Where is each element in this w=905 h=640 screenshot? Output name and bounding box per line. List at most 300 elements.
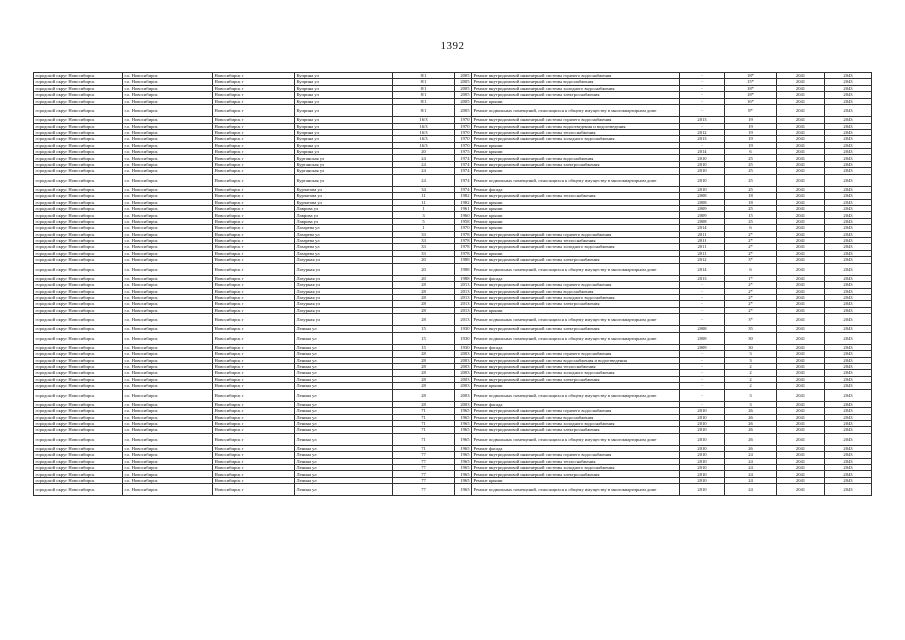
plan-end-cell: 2043 [825, 465, 872, 471]
street-cell: Куприна ул [295, 85, 393, 91]
house-cell: 28 [393, 370, 455, 376]
work-type-cell: Ремонт внутридомовой инженерной системы теплоснабжения [472, 129, 680, 135]
plan-start-cell: 2041 [777, 465, 825, 471]
plan-end-cell: 2043 [825, 294, 872, 300]
wear-cell: 19 [725, 142, 777, 148]
municipality-cell: городской округ Новосибирск [34, 344, 123, 350]
wear-cell: 8* [725, 104, 777, 116]
year-built-cell: 1975 [455, 149, 472, 155]
house-cell: 8/1 [393, 92, 455, 98]
plan-end-cell: 2043 [825, 344, 872, 350]
settlement-cell: Новосибирск г [213, 186, 295, 192]
year-built-cell: 1982 [455, 193, 472, 199]
work-type-cell: Ремонт внутридомовой инженерной системы горячего водоснабжения [472, 408, 680, 414]
work-type-cell: Ремонт внутридомовой инженерной системы холодного водоснабжения [472, 244, 680, 250]
last-repair-cell: - [680, 370, 725, 376]
plan-start-cell: 2041 [777, 484, 825, 496]
wear-cell: 26 [725, 420, 777, 426]
last-repair-cell: - [680, 364, 725, 370]
work-type-cell: Ремонт внутридомовой инженерной системы водоснабжения [472, 155, 680, 161]
plan-start-cell: 2041 [777, 351, 825, 357]
year-built-cell: 2003 [455, 401, 472, 407]
municipality-cell: городской округ Новосибирск [34, 401, 123, 407]
plan-start-cell: 2041 [777, 104, 825, 116]
plan-end-cell: 2043 [825, 218, 872, 224]
house-cell: 28 [393, 301, 455, 307]
work-type-cell: Ремонт фасада [472, 186, 680, 192]
wear-cell: 18* [725, 92, 777, 98]
wear-cell: 2* [725, 294, 777, 300]
wear-cell: 3 [725, 351, 777, 357]
work-type-cell: Ремонт внутридомовой инженерной системы горячего водоснабжения [472, 73, 680, 79]
plan-start-cell: 2041 [777, 98, 825, 104]
municipality-cell: городской округ Новосибирск [34, 275, 123, 281]
wear-cell: 26 [725, 445, 777, 451]
page-number: 1392 [440, 40, 465, 52]
municipality-cell: городской округ Новосибирск [34, 465, 123, 471]
wear-cell: 18* [725, 73, 777, 79]
municipality-cell: городской округ Новосибирск [34, 389, 123, 401]
settlement-type-cell: г.о. Новосибирск [123, 98, 213, 104]
plan-end-cell: 2043 [825, 117, 872, 123]
year-built-cell: 1965 [455, 458, 472, 464]
plan-end-cell: 2043 [825, 389, 872, 401]
plan-end-cell: 2043 [825, 314, 872, 326]
year-built-cell: 1988 [455, 275, 472, 281]
plan-start-cell: 2041 [777, 401, 825, 407]
plan-end-cell: 2043 [825, 193, 872, 199]
street-cell: Ленина ул [295, 427, 393, 433]
work-type-cell: Ремонт крыши [472, 477, 680, 483]
last-repair-cell: 2010 [680, 452, 725, 458]
settlement-type-cell: г.о. Новосибирск [123, 445, 213, 451]
wear-cell: 15 [725, 212, 777, 218]
plan-start-cell: 2041 [777, 301, 825, 307]
year-built-cell: 2013 [455, 307, 472, 313]
wear-cell: 2 [725, 376, 777, 382]
municipality-cell: городской округ Новосибирск [34, 288, 123, 294]
plan-start-cell: 2041 [777, 193, 825, 199]
capital-repair-table [33, 72, 872, 496]
work-type-cell: Ремонт внутридомовой инженерной системы электроснабжения [472, 161, 680, 167]
street-cell: Ленина ул [295, 433, 393, 445]
wear-cell: 19 [725, 123, 777, 129]
last-repair-cell: - [680, 123, 725, 129]
plan-end-cell: 2043 [825, 364, 872, 370]
plan-end-cell: 2043 [825, 155, 872, 161]
house-cell: 77 [393, 471, 455, 477]
plan-start-cell: 2041 [777, 174, 825, 186]
plan-end-cell: 2043 [825, 326, 872, 332]
plan-start-cell: 2041 [777, 294, 825, 300]
last-repair-cell: - [680, 376, 725, 382]
house-cell: 71 [393, 408, 455, 414]
wear-cell: 24 [725, 477, 777, 483]
work-type-cell: Ремонт фасада [472, 401, 680, 407]
plan-end-cell: 2043 [825, 307, 872, 313]
work-type-cell: Ремонт внутридомовой инженерной системы горячего водоснабжения [472, 351, 680, 357]
wear-cell: 18 [725, 193, 777, 199]
work-type-cell: Ремонт подвальных помещений, относящихся к общему имуществу в многоквартирном доме [472, 104, 680, 116]
last-repair-cell: - [680, 92, 725, 98]
plan-start-cell: 2041 [777, 231, 825, 237]
last-repair-cell: 2010 [680, 161, 725, 167]
work-type-cell: Ремонт внутридомовой инженерной системы электроснабжения [472, 92, 680, 98]
plan-start-cell: 2041 [777, 250, 825, 256]
settlement-type-cell: г.о. Новосибирск [123, 250, 213, 256]
last-repair-cell: 2010 [680, 477, 725, 483]
settlement-cell: Новосибирск г [213, 420, 295, 426]
work-type-cell: Ремонт фасада [472, 445, 680, 451]
work-type-cell: Ремонт внутридомовой инженерной системы водоотведения и водоотведения [472, 123, 680, 129]
plan-end-cell: 2043 [825, 263, 872, 275]
settlement-cell: Новосибирск г [213, 383, 295, 389]
municipality-cell: городской округ Новосибирск [34, 314, 123, 326]
work-type-cell: Ремонт внутридомовой инженерной системы электроснабжения [472, 471, 680, 477]
plan-end-cell: 2043 [825, 161, 872, 167]
work-type-cell: Ремонт внутридомовой инженерной системы водоснабжения [472, 79, 680, 85]
work-type-cell: Ремонт внутридомовой инженерной системы теплоснабжения [472, 237, 680, 243]
plan-end-cell: 2043 [825, 376, 872, 382]
plan-start-cell: 2041 [777, 326, 825, 332]
street-cell: Курчатова ул [295, 199, 393, 205]
settlement-cell: Новосибирск г [213, 174, 295, 186]
wear-cell: 18 [725, 199, 777, 205]
municipality-cell: городской округ Новосибирск [34, 370, 123, 376]
plan-end-cell: 2043 [825, 174, 872, 186]
wear-cell: 15* [725, 79, 777, 85]
plan-start-cell: 2041 [777, 186, 825, 192]
last-repair-cell: 2010 [680, 445, 725, 451]
street-cell: Куртанская ул [295, 168, 393, 174]
last-repair-cell: - [680, 104, 725, 116]
wear-cell: 2* [725, 288, 777, 294]
work-type-cell: Ремонт внутридомовой инженерной системы электроснабжения [472, 301, 680, 307]
work-type-cell: Ремонт внутридомовой инженерной системы водоснабжения [472, 414, 680, 420]
year-built-cell: 1965 [455, 420, 472, 426]
wear-cell: 3* [725, 257, 777, 263]
municipality-cell: городской округ Новосибирск [34, 364, 123, 370]
municipality-cell: городской округ Новосибирск [34, 414, 123, 420]
table-row [34, 174, 872, 186]
street-cell: Лазурная ул [295, 307, 393, 313]
house-cell: 77 [393, 477, 455, 483]
settlement-type-cell: г.о. Новосибирск [123, 452, 213, 458]
settlement-cell: Новосибирск г [213, 408, 295, 414]
plan-end-cell: 2043 [825, 123, 872, 129]
year-built-cell: 1965 [455, 484, 472, 496]
house-cell: 33 [393, 231, 455, 237]
house-cell: 77 [393, 465, 455, 471]
municipality-cell: городской округ Новосибирск [34, 79, 123, 85]
settlement-type-cell: г.о. Новосибирск [123, 149, 213, 155]
municipality-cell: городской округ Новосибирск [34, 250, 123, 256]
settlement-cell: Новосибирск г [213, 199, 295, 205]
settlement-type-cell: г.о. Новосибирск [123, 85, 213, 91]
plan-start-cell: 2041 [777, 344, 825, 350]
settlement-cell: Новосибирск г [213, 458, 295, 464]
municipality-cell: городской округ Новосибирск [34, 231, 123, 237]
last-repair-cell: 2010 [680, 420, 725, 426]
year-built-cell: 1970 [455, 142, 472, 148]
settlement-type-cell: г.о. Новосибирск [123, 433, 213, 445]
work-type-cell: Ремонт подвальных помещений, относящихся к общему имуществу в многоквартирном доме [472, 433, 680, 445]
year-built-cell: 1965 [455, 408, 472, 414]
plan-end-cell: 2043 [825, 445, 872, 451]
settlement-type-cell: г.о. Новосибирск [123, 244, 213, 250]
street-cell: Ленина ул [295, 326, 393, 332]
settlement-type-cell: г.о. Новосибирск [123, 104, 213, 116]
house-cell: 11 [393, 199, 455, 205]
house-cell: 24 [393, 155, 455, 161]
wear-cell: 25 [725, 206, 777, 212]
municipality-cell: городской округ Новосибирск [34, 212, 123, 218]
wear-cell: 2 [725, 383, 777, 389]
plan-end-cell: 2043 [825, 250, 872, 256]
house-cell: 77 [393, 484, 455, 496]
work-type-cell: Ремонт внутридомовой инженерной системы электроснабжения [472, 257, 680, 263]
settlement-cell: Новосибирск г [213, 136, 295, 142]
settlement-cell: Новосибирск г [213, 218, 295, 224]
house-cell: 16/3 [393, 123, 455, 129]
year-built-cell: 2013 [455, 301, 472, 307]
plan-start-cell: 2041 [777, 123, 825, 129]
municipality-cell: городской округ Новосибирск [34, 73, 123, 79]
house-cell: 28 [393, 294, 455, 300]
plan-start-cell: 2041 [777, 370, 825, 376]
year-built-cell: 1930 [455, 332, 472, 344]
municipality-cell: городской округ Новосибирск [34, 433, 123, 445]
settlement-type-cell: г.о. Новосибирск [123, 193, 213, 199]
municipality-cell: городской округ Новосибирск [34, 332, 123, 344]
municipality-cell: городской округ Новосибирск [34, 193, 123, 199]
municipality-cell: городской округ Новосибирск [34, 452, 123, 458]
last-repair-cell: 2011 [680, 250, 725, 256]
plan-end-cell: 2043 [825, 186, 872, 192]
work-type-cell: Ремонт крыши [472, 218, 680, 224]
year-built-cell: 2005 [455, 79, 472, 85]
settlement-type-cell: г.о. Новосибирск [123, 161, 213, 167]
last-repair-cell: - [680, 288, 725, 294]
wear-cell: 6 [725, 263, 777, 275]
wear-cell: 2* [725, 231, 777, 237]
settlement-cell: Новосибирск г [213, 225, 295, 231]
house-cell: 1 [393, 225, 455, 231]
settlement-type-cell: г.о. Новосибирск [123, 92, 213, 98]
wear-cell: 2* [725, 307, 777, 313]
wear-cell: 2* [725, 244, 777, 250]
municipality-cell: городской округ Новосибирск [34, 257, 123, 263]
wear-cell: 19 [725, 129, 777, 135]
last-repair-cell: 2009 [680, 344, 725, 350]
plan-start-cell: 2041 [777, 275, 825, 281]
house-cell: 28 [393, 351, 455, 357]
plan-start-cell: 2041 [777, 73, 825, 79]
settlement-cell: Новосибирск г [213, 445, 295, 451]
year-built-cell: 2003 [455, 376, 472, 382]
work-type-cell: Ремонт внутридомовой инженерной системы горячего водоснабжения [472, 117, 680, 123]
work-type-cell: Ремонт фасада [472, 275, 680, 281]
year-built-cell: 1970 [455, 225, 472, 231]
house-cell: 28 [393, 376, 455, 382]
plan-start-cell: 2041 [777, 244, 825, 250]
last-repair-cell: 2008 [680, 332, 725, 344]
last-repair-cell: 2011 [680, 244, 725, 250]
settlement-cell: Новосибирск г [213, 231, 295, 237]
street-cell: Куприна ул [295, 98, 393, 104]
municipality-cell: городской округ Новосибирск [34, 104, 123, 116]
plan-start-cell: 2041 [777, 357, 825, 363]
street-cell: Лазурная ул [295, 314, 393, 326]
wear-cell: 25 [725, 161, 777, 167]
work-type-cell: Ремонт подвальных помещений, относящихся к общему имуществу в многоквартирном доме [472, 332, 680, 344]
settlement-cell: Новосибирск г [213, 344, 295, 350]
settlement-cell: Новосибирск г [213, 332, 295, 344]
plan-end-cell: 2043 [825, 357, 872, 363]
house-cell: 28 [393, 389, 455, 401]
year-built-cell: 1965 [455, 414, 472, 420]
last-repair-cell: 2014 [680, 225, 725, 231]
year-built-cell: 2013 [455, 282, 472, 288]
street-cell: Лазурная ул [295, 282, 393, 288]
plan-start-cell: 2041 [777, 477, 825, 483]
work-type-cell: Ремонт крыши [472, 98, 680, 104]
work-type-cell: Ремонт внутридомовой инженерной системы водоснабжения и водоотведения [472, 357, 680, 363]
plan-start-cell: 2041 [777, 257, 825, 263]
year-built-cell: 1958 [455, 218, 472, 224]
house-cell: 20 [393, 275, 455, 281]
year-built-cell: 1970 [455, 123, 472, 129]
municipality-cell: городской округ Новосибирск [34, 477, 123, 483]
street-cell: Лаврова ул [295, 206, 393, 212]
year-built-cell: 1970 [455, 117, 472, 123]
work-type-cell: Ремонт внутридомовой инженерной системы теплоснабжения [472, 458, 680, 464]
house-cell: 15 [393, 326, 455, 332]
street-cell: Лазарева ул [295, 231, 393, 237]
wear-cell: 24 [725, 484, 777, 496]
settlement-type-cell: г.о. Новосибирск [123, 155, 213, 161]
last-repair-cell: - [680, 79, 725, 85]
street-cell: Куприна ул [295, 142, 393, 148]
plan-end-cell: 2043 [825, 351, 872, 357]
plan-start-cell: 2041 [777, 136, 825, 142]
settlement-type-cell: г.о. Новосибирск [123, 408, 213, 414]
plan-start-cell: 2041 [777, 212, 825, 218]
plan-start-cell: 2041 [777, 364, 825, 370]
settlement-cell: Новосибирск г [213, 471, 295, 477]
street-cell: Ленина ул [295, 401, 393, 407]
last-repair-cell: - [680, 351, 725, 357]
wear-cell: 26 [725, 433, 777, 445]
work-type-cell: Ремонт подвальных помещений, относящихся к общему имуществу в многоквартирном доме [472, 484, 680, 496]
house-cell: 28 [393, 282, 455, 288]
settlement-type-cell: г.о. Новосибирск [123, 351, 213, 357]
house-cell: 8/1 [393, 79, 455, 85]
year-built-cell: 2013 [455, 294, 472, 300]
year-built-cell: 1970 [455, 129, 472, 135]
wear-cell: 25 [725, 174, 777, 186]
settlement-type-cell: г.о. Новосибирск [123, 275, 213, 281]
work-type-cell: Ремонт подвальных помещений, относящихся к общему имуществу в многоквартирном доме [472, 263, 680, 275]
settlement-type-cell: г.о. Новосибирск [123, 282, 213, 288]
plan-end-cell: 2043 [825, 471, 872, 477]
plan-end-cell: 2043 [825, 237, 872, 243]
street-cell: Ленина ул [295, 484, 393, 496]
year-built-cell: 1961 [455, 206, 472, 212]
plan-end-cell: 2043 [825, 199, 872, 205]
municipality-cell: городской округ Новосибирск [34, 85, 123, 91]
house-cell: 33 [393, 237, 455, 243]
wear-cell: 2 [725, 370, 777, 376]
house-cell: 71 [393, 433, 455, 445]
table-row [34, 263, 872, 275]
settlement-cell: Новосибирск г [213, 85, 295, 91]
street-cell: Ленина ул [295, 445, 393, 451]
last-repair-cell: 2009 [680, 212, 725, 218]
street-cell: Куприна ул [295, 149, 393, 155]
year-built-cell: 2003 [455, 383, 472, 389]
house-cell: 24 [393, 174, 455, 186]
table-row [34, 104, 872, 116]
last-repair-cell: - [680, 73, 725, 79]
wear-cell: 25 [725, 218, 777, 224]
street-cell: Ленина ул [295, 344, 393, 350]
plan-end-cell: 2043 [825, 168, 872, 174]
settlement-cell: Новосибирск г [213, 123, 295, 129]
wear-cell: 30 [725, 344, 777, 350]
last-repair-cell: - [680, 383, 725, 389]
settlement-cell: Новосибирск г [213, 477, 295, 483]
settlement-type-cell: г.о. Новосибирск [123, 123, 213, 129]
wear-cell: 2* [725, 237, 777, 243]
plan-start-cell: 2041 [777, 85, 825, 91]
settlement-type-cell: г.о. Новосибирск [123, 186, 213, 192]
street-cell: Куртанская ул [295, 155, 393, 161]
last-repair-cell: 2010 [680, 155, 725, 161]
plan-start-cell: 2041 [777, 79, 825, 85]
work-type-cell: Ремонт внутридомовой инженерной системы холодного водоснабжения [472, 136, 680, 142]
year-built-cell: 1965 [455, 445, 472, 451]
municipality-cell: городской округ Новосибирск [34, 129, 123, 135]
municipality-cell: городской округ Новосибирск [34, 282, 123, 288]
street-cell: Куприна ул [295, 73, 393, 79]
work-type-cell: Ремонт крыши [472, 142, 680, 148]
work-type-cell: Ремонт крыши [472, 212, 680, 218]
settlement-type-cell: г.о. Новосибирск [123, 332, 213, 344]
municipality-cell: городской округ Новосибирск [34, 117, 123, 123]
wear-cell: 2 [725, 364, 777, 370]
settlement-type-cell: г.о. Новосибирск [123, 206, 213, 212]
house-cell: 8/1 [393, 73, 455, 79]
street-cell: Ленина ул [295, 458, 393, 464]
settlement-cell: Новосибирск г [213, 257, 295, 263]
wear-cell: 25 [725, 186, 777, 192]
settlement-cell: Новосибирск г [213, 98, 295, 104]
settlement-cell: Новосибирск г [213, 357, 295, 363]
street-cell: Ленина ул [295, 420, 393, 426]
house-cell: 28 [393, 401, 455, 407]
settlement-cell: Новосибирск г [213, 351, 295, 357]
work-type-cell: Ремонт крыши [472, 149, 680, 155]
plan-start-cell: 2041 [777, 307, 825, 313]
municipality-cell: городской округ Новосибирск [34, 484, 123, 496]
plan-end-cell: 2043 [825, 401, 872, 407]
settlement-cell: Новосибирск г [213, 282, 295, 288]
house-cell: 20 [393, 257, 455, 263]
municipality-cell: городской округ Новосибирск [34, 149, 123, 155]
plan-start-cell: 2041 [777, 282, 825, 288]
municipality-cell: городской округ Новосибирск [34, 237, 123, 243]
